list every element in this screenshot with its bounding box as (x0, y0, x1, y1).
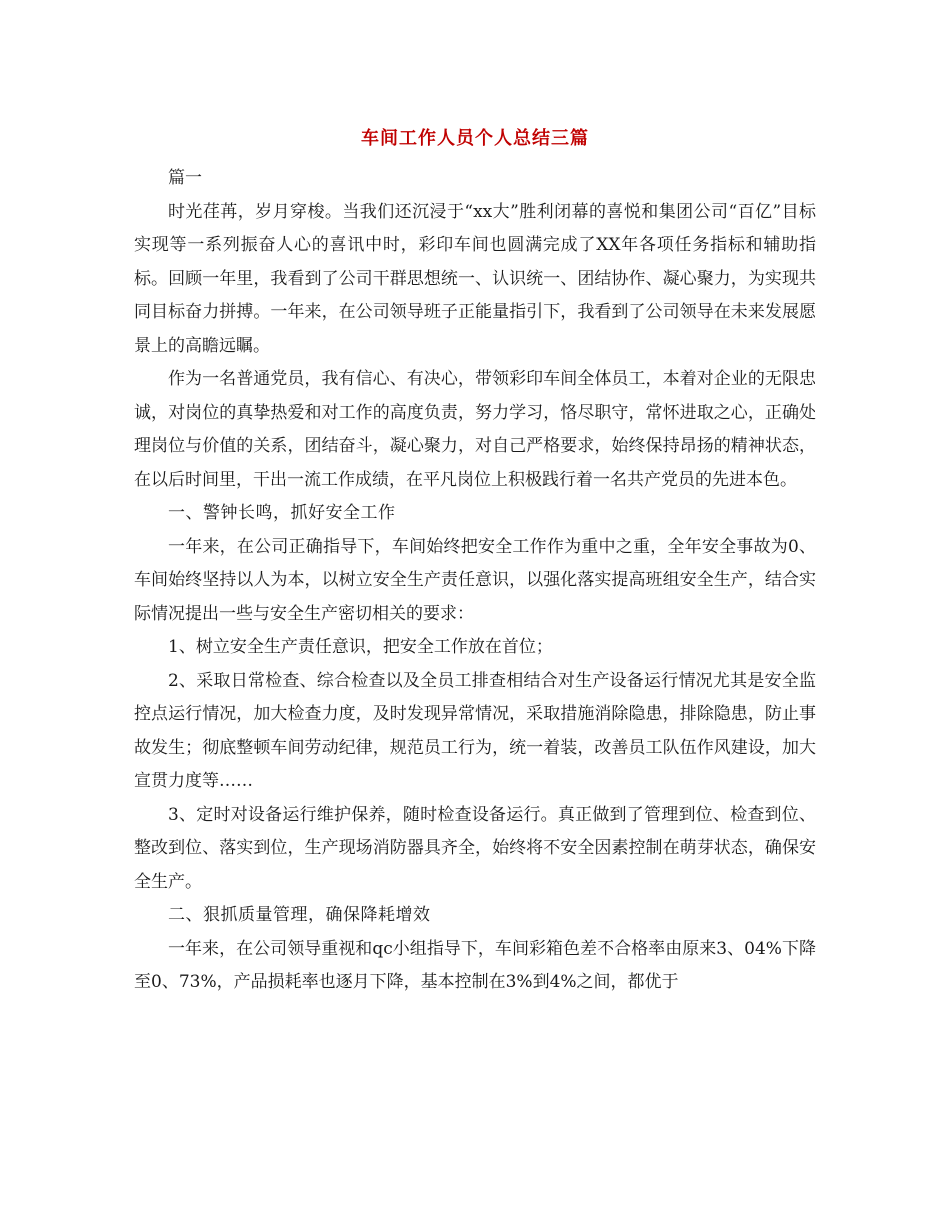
heading-safety: 一、警钟长鸣，抓好安全工作 (168, 503, 396, 523)
document-body (134, 162, 816, 1000)
paragraph-safety: 一年来，在公司正确指导下，车间始终把安全工作作为重中之重，全年安全事故为0、车间始终坚持以人为本，以树立安全生产责任意识，以强化落实提高班组安全生产，结合实际情况提出一些与安全生产密切相关的要求： (134, 536, 816, 624)
document-title: 车间工作人员个人总结三篇 (361, 128, 589, 149)
list-item-2: 2、采取日常检查、综合检查以及全员工排查相结合对生产设备运行情况尤其是安全监控点运行情况，加大检查力度，及时发现异常情况，采取措施消除隐患，排除隐患，防止事故发生；彻底整顿车间劳动纪律，规范员工行为，统一着装，改善员工队伍作风建设，加大宣贯力度等…… (134, 670, 816, 791)
list-item-1: 1、树立安全生产责任意识，把安全工作放在首位； (168, 637, 553, 657)
paragraph-intro: 时光荏苒，岁月穿梭。当我们还沉浸于“xx大”胜利闭幕的喜悦和集团公司“百亿”目标实现等一系列振奋人心的喜讯中时，彩印车间也圆满完成了XX年各项任务指标和辅助指标。回顾一年里，我看到了公司干群思想统一、认识统一、团结协作、凝心聚力，为实现共同目标奋力拼搏。一年来，在公司领导班子正能量指引下，我看到了公司领导在未来发展愿景上的高瞻远瞩。 (134, 201, 816, 356)
paragraph-section-label: 篇一 (168, 168, 202, 188)
paragraph-party-member: 作为一名普通党员，我有信心、有决心，带领彩印车间全体员工，本着对企业的无限忠诚，对岗位的真挚热爱和对工作的高度负责，努力学习，恪尽职守，常怀进取之心，正确处理岗位与价值的关系，团结奋斗，凝心聚力，对自己严格要求，始终保持昂扬的精神状态，在以后时间里，干出一流工作成绩，在平凡岗位上积极践行着一名共产党员的先进本色。 (134, 369, 816, 490)
paragraph-quality: 一年来，在公司领导重视和qc小组指导下，车间彩箱色差不合格率由原来3、04%下降至0、73%，产品损耗率也逐月下降，基本控制在3%到4%之间，都优于 (134, 938, 816, 992)
list-item-3: 3、定时对设备运行维护保养，随时检查设备运行。真正做到了管理到位、检查到位、整改到位、落实到位，生产现场消防器具齐全，始终将不安全因素控制在萌芽状态，确保安全生产。 (134, 804, 816, 892)
heading-quality: 二、狠抓质量管理，确保降耗增效 (168, 905, 431, 925)
